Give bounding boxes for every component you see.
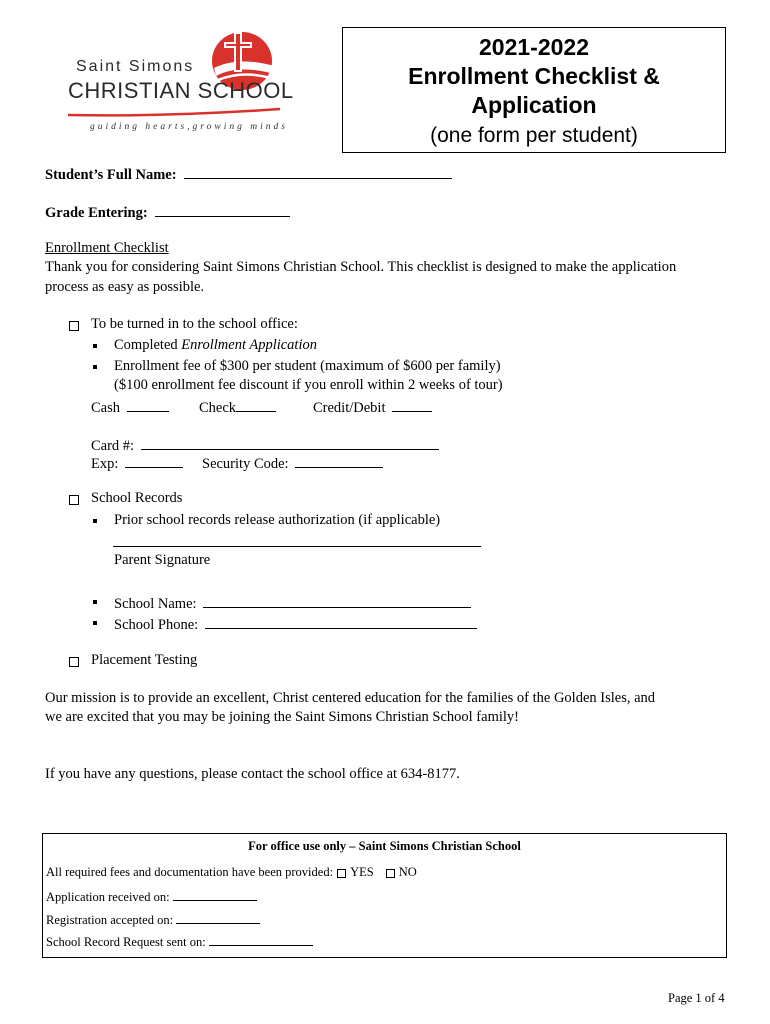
student-name-input[interactable] (184, 164, 452, 179)
school-name-field (114, 593, 471, 613)
school-phone-label: School Phone: (114, 617, 199, 633)
card-label: Card #: (91, 438, 135, 454)
security-field (202, 453, 383, 473)
mission-line-2: we are excited that you may be joining the Saint Simons Christian School family! (45, 709, 519, 725)
checklist-intro-1: Thank you for considering Saint Simons Christian School. This checklist is designed to make the application (45, 259, 677, 275)
title-subtitle: (one form per student) (430, 124, 638, 147)
fees-label: All required fees and documentation have been provided: (46, 865, 334, 879)
school-phone-field (114, 614, 477, 634)
record-request-input[interactable] (209, 934, 313, 946)
placement-item-label: Placement Testing (91, 652, 198, 668)
office-heading: For office use only – Saint Simons Christian School (248, 839, 521, 853)
no-label: NO (398, 865, 417, 879)
check-field (199, 397, 276, 417)
office-use-box (42, 833, 727, 958)
bullet-icon (93, 365, 97, 369)
contact-line: If you have any questions, please contact the school office at 634-8177. (45, 766, 460, 782)
reg-accepted-label: Registration accepted on: (46, 913, 174, 927)
student-name-label: Student’s Full Name: (45, 167, 177, 183)
office-checkbox[interactable] (69, 321, 79, 331)
yes-checkbox[interactable] (337, 869, 346, 878)
completed-italic: Enrollment Application (181, 337, 317, 353)
school-name-input[interactable] (203, 593, 471, 608)
logo-tagline: guiding hearts,growing minds (90, 122, 288, 132)
fees-provided-line (46, 865, 417, 880)
cash-label: Cash (91, 400, 120, 416)
school-phone-input[interactable] (205, 614, 477, 629)
check-input[interactable] (236, 397, 276, 412)
checklist-heading: Enrollment Checklist (45, 240, 169, 256)
parent-signature-label: Parent Signature (114, 552, 211, 568)
app-received-label: Application received on: (46, 890, 170, 904)
bullet-icon (93, 344, 97, 348)
parent-signature-input[interactable] (113, 546, 481, 547)
logo-swoosh-icon (68, 107, 280, 119)
bullet-icon (93, 621, 97, 625)
credit-label: Credit/Debit (313, 400, 386, 416)
cash-field (91, 397, 169, 417)
form-title-box (342, 27, 726, 153)
title-line-3: Application (471, 92, 597, 118)
grade-field (45, 202, 290, 222)
checklist-intro-2: process as easy as possible. (45, 279, 205, 295)
cash-input[interactable] (127, 397, 169, 412)
yes-label: YES (350, 865, 374, 879)
reg-accepted-input[interactable] (176, 912, 260, 924)
placement-checkbox[interactable] (69, 657, 79, 667)
completed-application-line (114, 337, 317, 354)
fee-line-2: ($100 enrollment fee discount if you enroll within 2 weeks of tour) (114, 377, 503, 393)
card-input[interactable] (141, 435, 439, 450)
credit-input[interactable] (392, 397, 432, 412)
app-received-input[interactable] (173, 889, 257, 901)
fee-line-1: Enrollment fee of $300 per student (maximum of $600 per family) (114, 358, 501, 374)
bullet-icon (93, 600, 97, 604)
school-name-label: School Name: (114, 596, 197, 612)
app-received-line (46, 889, 257, 905)
exp-label: Exp: (91, 456, 119, 472)
grade-label: Grade Entering: (45, 205, 148, 221)
student-name-field (45, 164, 452, 184)
release-line: Prior school records release authorization (if applicable) (114, 512, 441, 528)
title-year: 2021-2022 (479, 34, 589, 60)
security-label: Security Code: (202, 456, 289, 472)
completed-prefix: Completed (114, 337, 182, 353)
mission-line-1: Our mission is to provide an excellent, Christ centered education for the families of the Golden Isles, and (45, 690, 656, 706)
grade-input[interactable] (155, 202, 290, 217)
security-input[interactable] (295, 453, 383, 468)
page-number: Page 1 of 4 (668, 991, 725, 1005)
office-item-label: To be turned in to the school office: (91, 316, 298, 332)
records-checkbox[interactable] (69, 495, 79, 505)
record-request-label: School Record Request sent on: (46, 935, 206, 949)
title-line-2: Enrollment Checklist & (408, 63, 660, 89)
record-request-line (46, 934, 313, 950)
reg-accepted-line (46, 912, 260, 928)
card-field (91, 435, 439, 455)
bullet-icon (93, 519, 97, 523)
school-logo (66, 28, 296, 138)
no-checkbox[interactable] (386, 869, 395, 878)
logo-line-1: Saint Simons (76, 58, 195, 75)
credit-field (313, 397, 432, 417)
exp-field (91, 453, 183, 473)
exp-input[interactable] (125, 453, 183, 468)
records-item-label: School Records (91, 490, 183, 506)
check-label: Check (199, 400, 237, 416)
logo-line-2: CHRISTIAN SCHOOL (68, 78, 294, 103)
